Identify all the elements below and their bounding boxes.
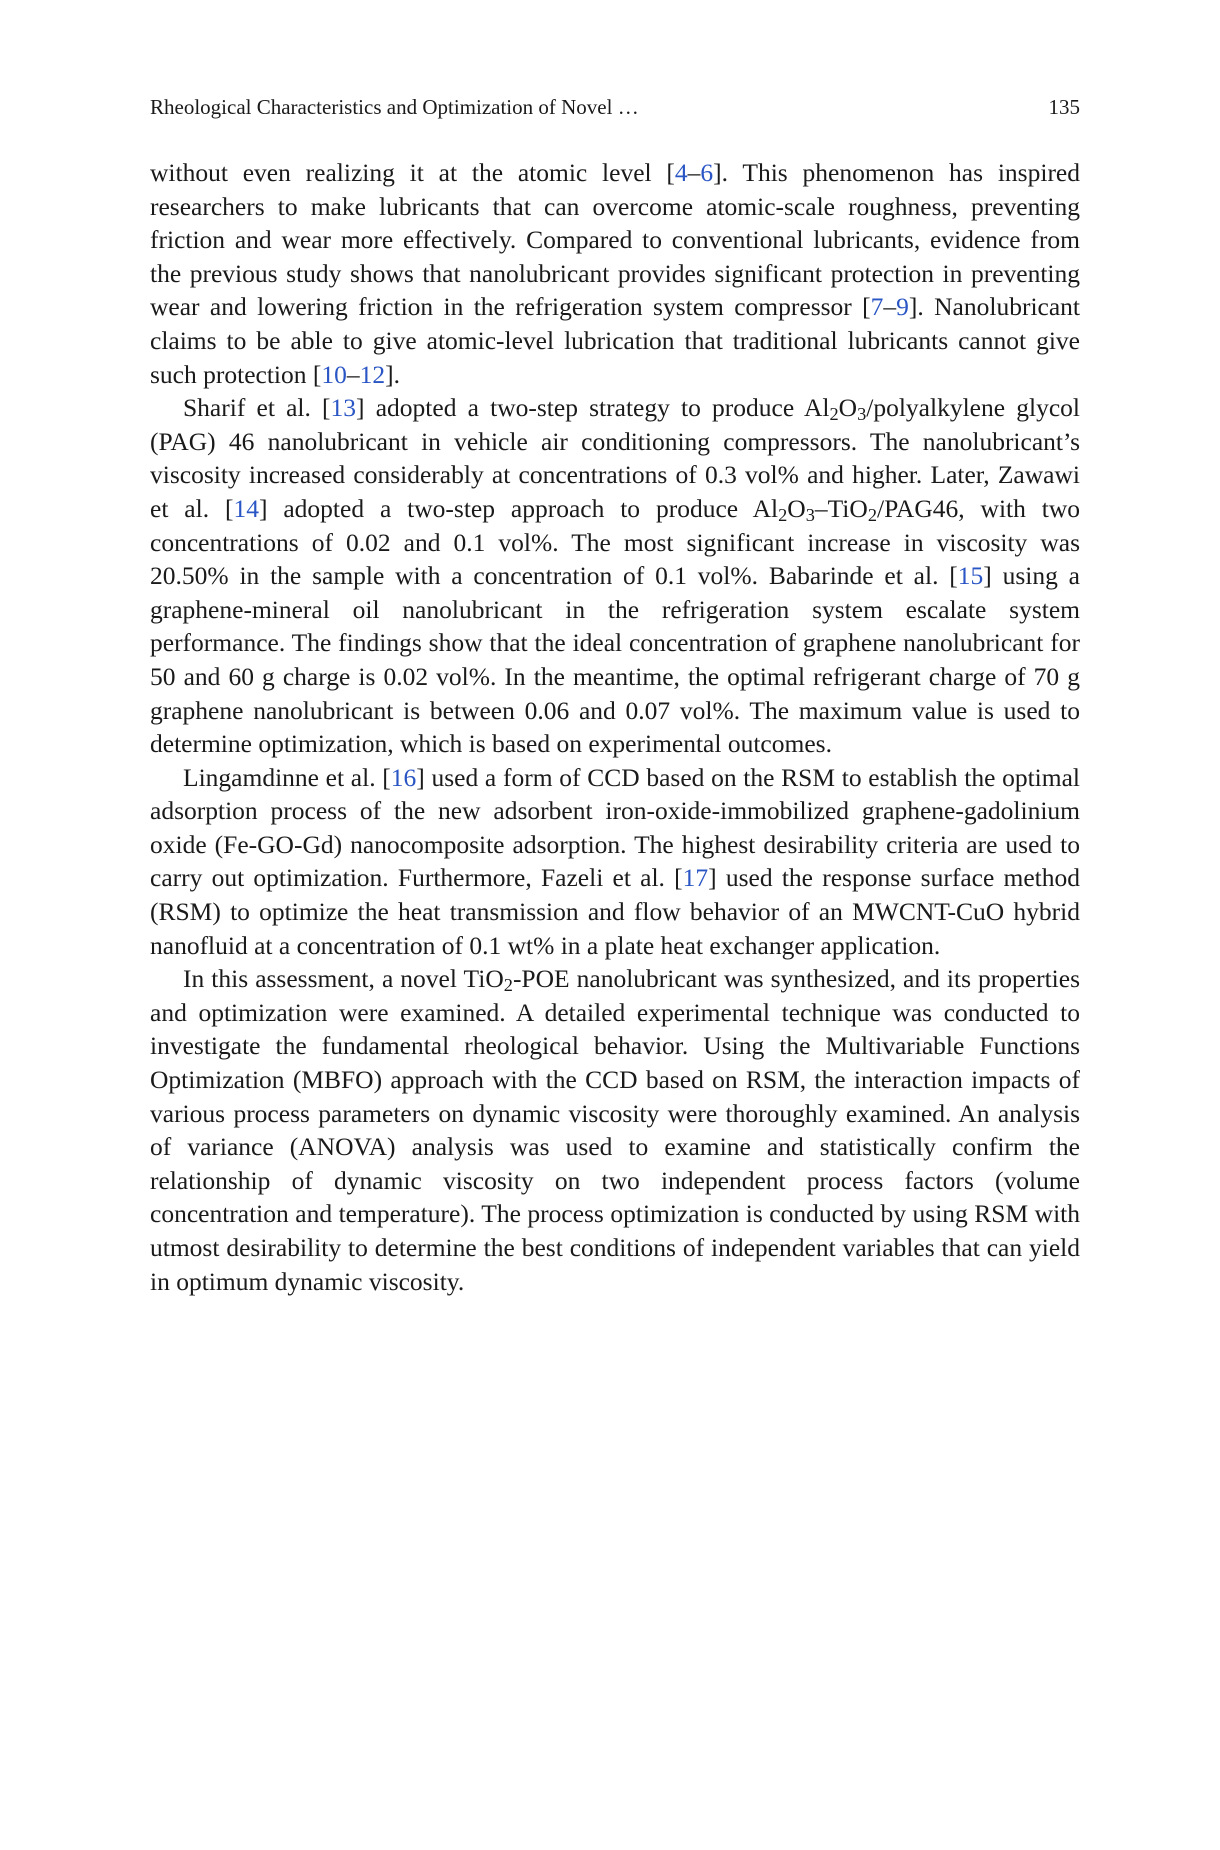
text-run: Sharif et al. [ xyxy=(183,393,331,423)
citation-link[interactable]: 13 xyxy=(330,393,357,423)
subscript: 3 xyxy=(805,504,815,525)
body-text xyxy=(150,156,1080,1298)
citation-link[interactable]: 15 xyxy=(957,561,984,591)
text-run: -POE nanolubricant was synthesized, and its properties and optimization were examined. A detailed experimental technique was conducted to investigate the fundamental rheological behavior. Using the Multivariable Functions Optimization (MBFO) approach with the CCD based on RSM, the interaction impacts of various process parameters on dynamic viscosity were thoroughly examined. An analysis of variance (ANOVA) analysis was used to examine and statistically confirm the relationship of dynamic viscosity on two independent process factors (volume concentration and temperature). The process optimization is conducted by using RSM with utmost desirability to determine the best conditions of independent variables that can yield in optimum dynamic viscosity. xyxy=(150,964,1081,1296)
text-run: ] used the response surface method (RSM) to optimize the heat transmission and flow behavior of an MWCNT-CuO hybrid nanofluid at a concentration of 0.1 wt% in a plate heat exchanger application. xyxy=(150,863,1080,960)
text-run: – xyxy=(687,158,701,187)
text-run: ]. Nanolubricant claims to be able to give atomic-level lubrication that traditional lubricants cannot give such protection [ xyxy=(150,292,1081,389)
paragraph-1 xyxy=(150,156,1080,391)
text-run: /polyalkylene glycol (PAG) 46 nanolubricant in vehicle air conditioning compressors. The nanolubricant’s viscosity increased considerably at concentrations of 0.3 vol% and higher. Later, Zawawi et al. [ xyxy=(150,393,1080,523)
running-title: Rheological Characteristics and Optimization of Novel … xyxy=(150,95,639,119)
citation-link[interactable]: 16 xyxy=(390,762,417,792)
citation-link[interactable]: 9 xyxy=(896,292,909,322)
citation-link[interactable]: 4 xyxy=(674,158,688,187)
text-run: In this assessment, a novel TiO xyxy=(183,964,504,994)
subscript: 2 xyxy=(778,504,788,525)
citation-link[interactable]: 6 xyxy=(700,158,714,187)
text-run: ] adopted a two-step approach to produce Al xyxy=(258,493,779,523)
text-run: ] using a graphene-mineral oil nanolubricant in the refrigeration system escalate system performance. The findings show that the ideal concentration of graphene nanolubricant for 50 and 60 g charge is 0.02 vol%. In the meantime, the optimal refrigerant charge of 70 g graphene nanolubricant is between 0.06 and 0.07 vol%. The maximum value is used to determine optimization, which is based on experimental outcomes. xyxy=(150,561,1080,759)
citation-link[interactable]: 12 xyxy=(359,359,386,389)
running-header xyxy=(150,94,1080,120)
page-number: 135 xyxy=(1048,95,1080,119)
subscript: 2 xyxy=(829,404,839,425)
citation-link[interactable]: 14 xyxy=(233,493,259,523)
subscript: 2 xyxy=(503,975,513,996)
paragraph-2 xyxy=(150,391,1080,761)
text-run: – xyxy=(883,292,897,322)
text-run: ]. xyxy=(385,359,400,389)
text-run: ] adopted a two-step strategy to produce Al xyxy=(356,393,830,423)
text-run: O xyxy=(838,393,858,423)
page xyxy=(150,94,1080,1298)
text-run: Lingamdinne et al. [ xyxy=(183,762,391,792)
text-run: without even realizing it at the atomic level [ xyxy=(150,158,675,187)
text-run: ]. This phenomenon has inspired researchers to make lubricants that can overcome atomic-scale roughness, preventing friction and wear more effectively. Compared to conventional lubricants, evidence from the previous study shows that nanolubricant provides significant protection in preventing wear and lowering friction in the refrigeration system compressor [ xyxy=(150,158,1081,322)
subscript: 2 xyxy=(867,504,877,525)
text-run: – xyxy=(346,359,360,389)
text-run: –TiO xyxy=(814,493,868,523)
citation-link[interactable]: 17 xyxy=(682,863,709,893)
text-run: ] used a form of CCD based on the RSM to establish the optimal adsorption process of the new adsorbent iron-oxide-immobilized graphene-gadolinium oxide (Fe-GO-Gd) nanocomposite adsorption. The highest desirability criteria are used to carry out optimization. Furthermore, Fazeli et al. [ xyxy=(150,762,1080,893)
subscript: 3 xyxy=(857,404,867,425)
citation-link[interactable]: 7 xyxy=(870,292,884,322)
text-run: O xyxy=(787,493,806,523)
text-run: /PAG46, with two concentrations of 0.02 and 0.1 vol%. The most significant increase in viscosity was 20.50% in the sample with a concentration of 0.1 vol%. Babarinde et al. [ xyxy=(150,493,1081,591)
paragraph-3 xyxy=(150,761,1080,963)
citation-link[interactable]: 10 xyxy=(321,359,347,389)
paragraph-4 xyxy=(150,962,1080,1298)
